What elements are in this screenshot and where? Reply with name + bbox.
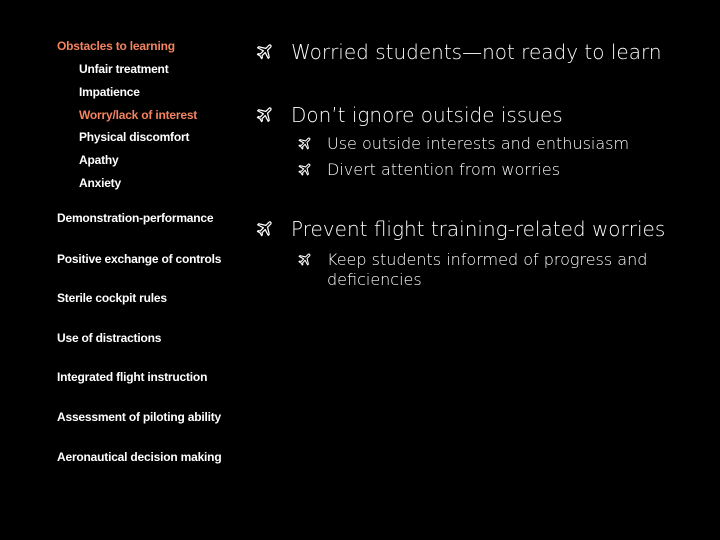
bullet-prevent-worries: [255, 217, 665, 242]
bullet-text: Don’t ignore outside issues: [291, 103, 563, 127]
sub-bullet-divert-attention: [297, 160, 692, 180]
nav-item-anxiety[interactable]: Anxiety: [79, 176, 121, 190]
nav-item-aeronautical-decision-making[interactable]: Aeronautical decision making: [57, 450, 222, 464]
nav-item-impatience[interactable]: Impatience: [79, 85, 140, 99]
nav-item-apathy[interactable]: Apathy: [79, 153, 119, 167]
nav-item-demonstration-performance[interactable]: Demonstration-performance: [57, 211, 214, 225]
nav-item-use-of-distractions[interactable]: Use of distractions: [57, 331, 162, 345]
nav-item-sterile-cockpit-rules[interactable]: Sterile cockpit rules: [57, 291, 167, 305]
nav-item-physical-discomfort[interactable]: Physical discomfort: [79, 130, 190, 144]
airplane-icon: [297, 251, 313, 267]
nav-item-integrated-flight-instruction[interactable]: Integrated flight instruction: [57, 370, 208, 384]
sub-bullet-keep-informed: [297, 250, 692, 290]
bullet-text: Divert attention from worries: [327, 160, 561, 179]
bullet-outside-issues: [255, 103, 563, 128]
bullet-text: Worried students—not ready to learn: [291, 40, 662, 64]
nav-item-unfair-treatment[interactable]: Unfair treatment: [79, 62, 169, 76]
sub-bullet-outside-interests: [297, 134, 692, 154]
bullet-text: Keep students informed of progress and deficiencies: [327, 250, 648, 289]
airplane-icon: [297, 161, 313, 177]
airplane-icon: [255, 41, 275, 61]
agenda-nav: [57, 0, 247, 540]
bullet-worried-students: [255, 40, 662, 65]
airplane-icon: [255, 104, 275, 124]
nav-item-positive-exchange-of-controls[interactable]: Positive exchange of controls: [57, 252, 222, 266]
slide-content: [255, 0, 705, 540]
nav-item-worry-lack-of-interest[interactable]: Worry/lack of interest: [79, 108, 198, 122]
bullet-text: Use outside interests and enthusiasm: [327, 134, 630, 153]
bullet-text: Prevent flight training-related worries: [291, 217, 666, 241]
airplane-icon: [255, 218, 275, 238]
airplane-icon: [297, 135, 313, 151]
nav-item-assessment-of-piloting-ability[interactable]: Assessment of piloting ability: [57, 410, 222, 424]
nav-item-obstacles-to-learning[interactable]: Obstacles to learning: [57, 39, 175, 53]
